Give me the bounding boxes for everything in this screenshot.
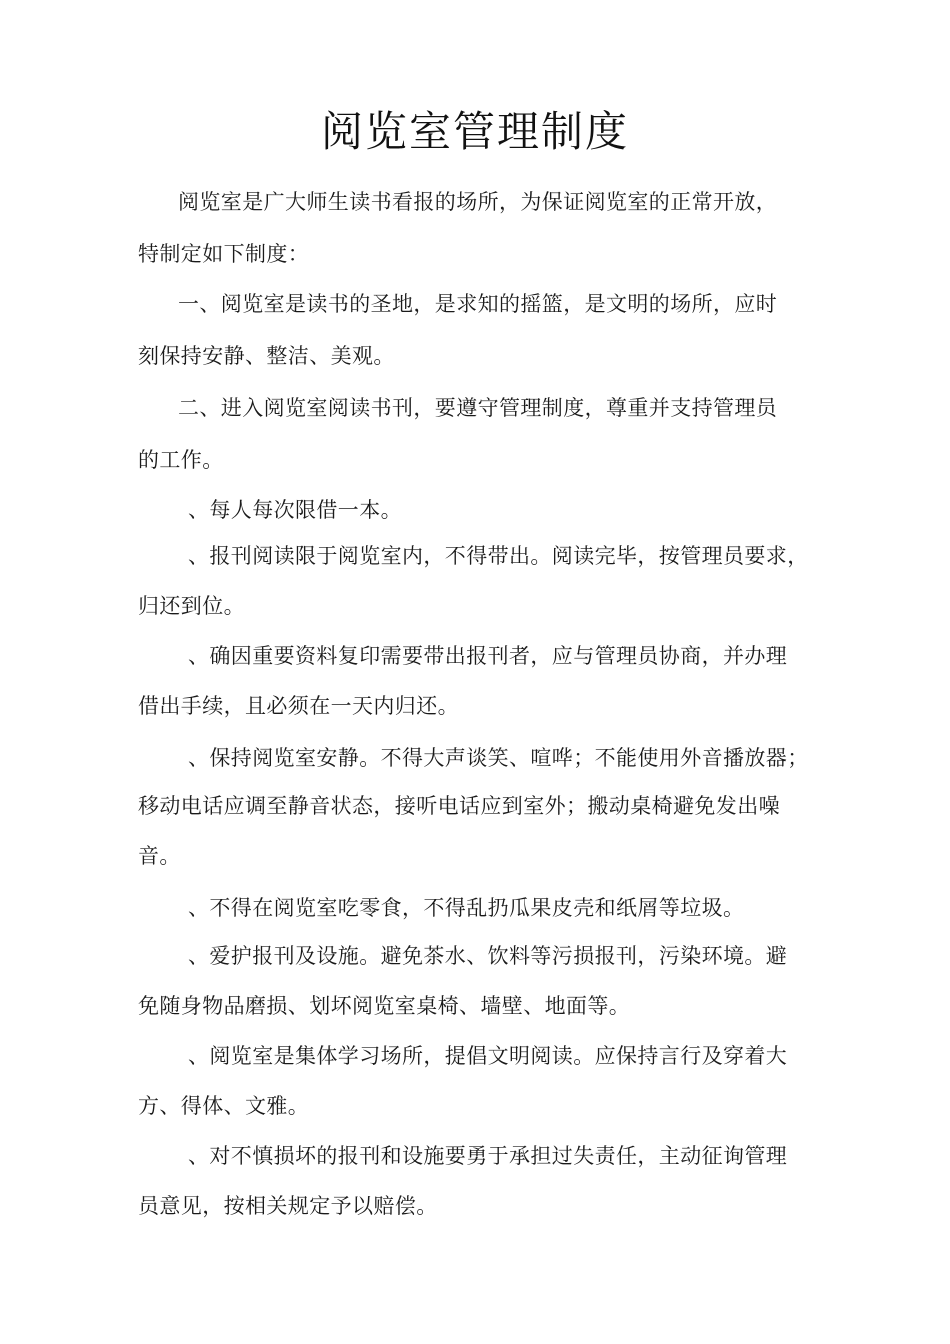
- rule-5-line-1: 、确因重要资料复印需要带出报刊者，应与管理员协商，并办理: [188, 644, 788, 668]
- rule-10-line-1: 、对不慎损坏的报刊和设施要勇于承担过失责任，主动征询管理: [188, 1144, 788, 1168]
- rule-3-line-1: 、每人每次限借一本。: [188, 498, 402, 522]
- rule-7-line-1: 、不得在阅览室吃零食，不得乱扔瓜果皮壳和纸屑等垃圾。: [188, 896, 745, 920]
- intro-line-2: 特制定如下制度：: [138, 242, 310, 266]
- rule-4-line-2: 归还到位。: [138, 594, 245, 618]
- rule-10-line-2: 员意见，按相关规定予以赔偿。: [138, 1194, 438, 1218]
- rule-1-line-2: 刻保持安静、整洁、美观。: [138, 344, 395, 368]
- rule-1-line-1: 一、阅览室是读书的圣地，是求知的摇篮，是文明的场所，应时: [178, 292, 778, 316]
- rule-4-line-1: 、报刊阅读限于阅览室内，不得带出。阅读完毕，按管理员要求，: [188, 544, 809, 568]
- rule-6-line-1: 、保持阅览室安静。不得大声谈笑、喧哗；不能使用外音播放器；: [188, 746, 809, 770]
- rule-2-line-2: 的工作。: [138, 448, 224, 472]
- document-title: 阅览室管理制度: [320, 107, 629, 156]
- rule-6-line-2: 移动电话应调至静音状态，接听电话应到室外；搬动桌椅避免发出噪: [138, 794, 780, 818]
- rule-9-line-1: 、阅览室是集体学习场所，提倡文明阅读。应保持言行及穿着大: [188, 1044, 788, 1068]
- rule-6-line-3: 音。: [138, 844, 181, 868]
- rule-8-line-1: 、爱护报刊及设施。避免茶水、饮料等污损报刊，污染环境。避: [188, 944, 788, 968]
- rule-8-line-2: 免随身物品磨损、划坏阅览室桌椅、墙壁、地面等。: [138, 994, 631, 1018]
- rule-9-line-2: 方、得体、文雅。: [138, 1094, 310, 1118]
- rule-5-line-2: 借出手续，且必须在一天内归还。: [138, 694, 459, 718]
- rule-2-line-1: 二、进入阅览室阅读书刊，要遵守管理制度，尊重并支持管理员: [178, 396, 778, 420]
- intro-line-1: 阅览室是广大师生读书看报的场所，为保证阅览室的正常开放，: [178, 190, 778, 214]
